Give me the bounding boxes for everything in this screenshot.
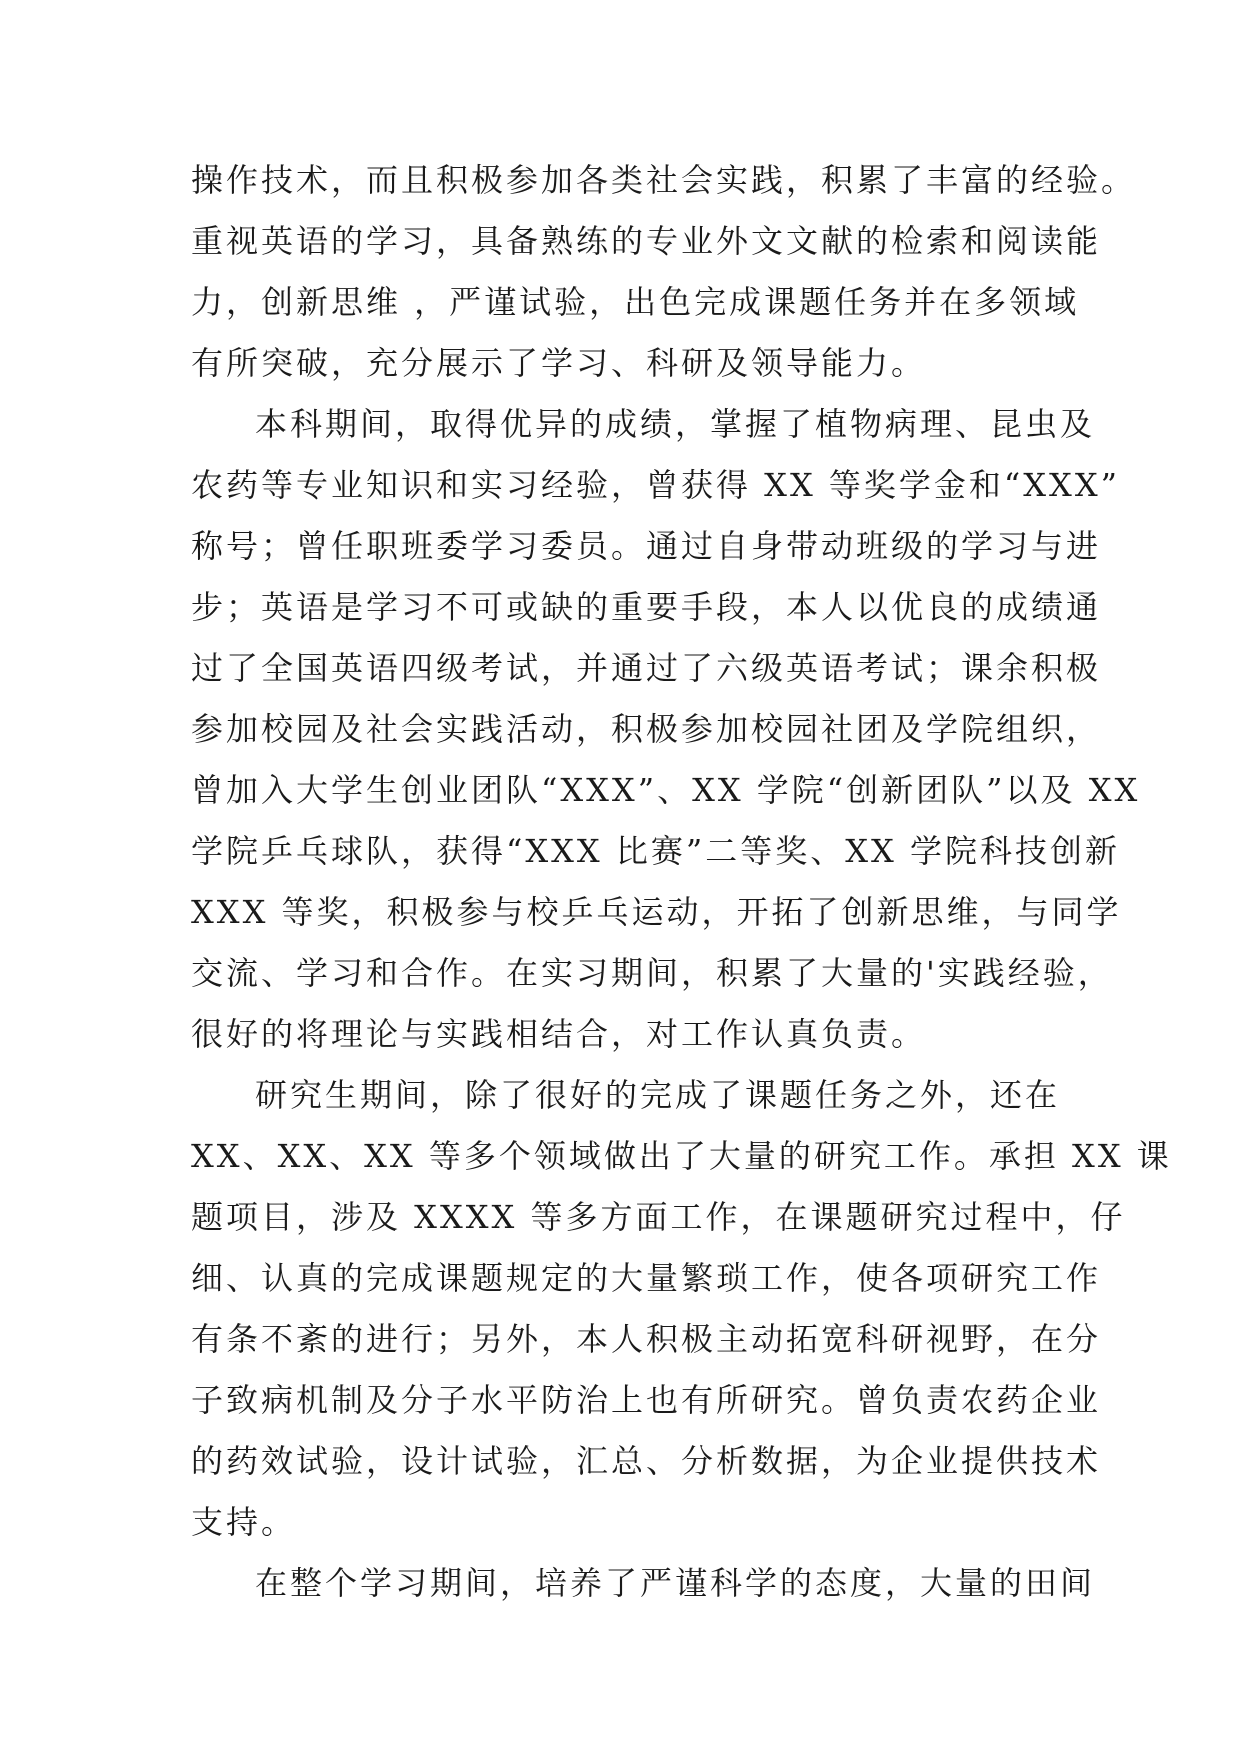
text-line: 学院乒乓球队，获得“XXX 比赛”二等奖、XX 学院科技创新 (191, 832, 1120, 870)
text-line: XXX 等奖，积极参与校乒乓运动，开拓了创新思维，与同学 (191, 893, 1122, 931)
paragraph-4 (191, 1553, 1096, 1614)
text-line: 曾加入大学生创业团队“XXX”、XX 学院“创新团队”以及 XX (191, 771, 1141, 809)
text-line: 重视英语的学习，具备熟练的专业外文文献的检索和阅读能 (191, 222, 1102, 260)
text-line: 的药效试验，设计试验，汇总、分析数据，为企业提供技术 (191, 1442, 1102, 1480)
text-line: 力，创新思维 ，严谨试验，出色完成课题任务并在多领域 (191, 283, 1080, 321)
text-line: 有所突破，充分展示了学习、科研及领导能力。 (191, 344, 927, 382)
text-line: 农药等专业知识和实习经验，曾获得 XX 等奖学金和“XXX” (191, 466, 1120, 504)
text-line: 操作技术，而且积极参加各类社会实践，积累了丰富的经验。 (191, 161, 1137, 199)
text-line: 在整个学习期间，培养了严谨科学的态度，大量的田间 (255, 1564, 1096, 1602)
text-line: 本科期间，取得优异的成绩，掌握了植物病理、昆虫及 (255, 405, 1096, 443)
text-line: 交流、学习和合作。在实习期间，积累了大量的'实践经验， (191, 954, 1113, 992)
document-body (191, 150, 1172, 1614)
text-line: 细、认真的完成课题规定的大量繁琐工作，使各项研究工作 (191, 1259, 1102, 1297)
text-line: 题项目，涉及 XXXX 等多方面工作，在课题研究过程中，仔 (191, 1198, 1126, 1236)
paragraph-1 (191, 150, 1137, 394)
text-line: 研究生期间，除了很好的完成了课题任务之外，还在 (255, 1076, 1061, 1114)
text-line: 子致病机制及分子水平防治上也有所研究。曾负责农药企业 (191, 1381, 1102, 1419)
text-line: 步；英语是学习不可或缺的重要手段，本人以优良的成绩通 (191, 588, 1102, 626)
text-line: 称号；曾任职班委学习委员。通过自身带动班级的学习与进 (191, 527, 1102, 565)
text-line: 过了全国英语四级考试，并通过了六级英语考试；课余积极 (191, 649, 1102, 687)
paragraph-3 (191, 1065, 1172, 1553)
text-line: 很好的将理论与实践相结合，对工作认真负责。 (191, 1015, 927, 1053)
text-line: XX、XX、XX 等多个领域做出了大量的研究工作。承担 XX 课 (191, 1137, 1172, 1175)
text-line: 有条不紊的进行；另外，本人积极主动拓宽科研视野，在分 (191, 1320, 1102, 1358)
text-line: 支持。 (191, 1503, 297, 1541)
paragraph-2 (191, 394, 1141, 1065)
text-line: 参加校园及社会实践活动，积极参加校园社团及学院组织， (191, 710, 1102, 748)
